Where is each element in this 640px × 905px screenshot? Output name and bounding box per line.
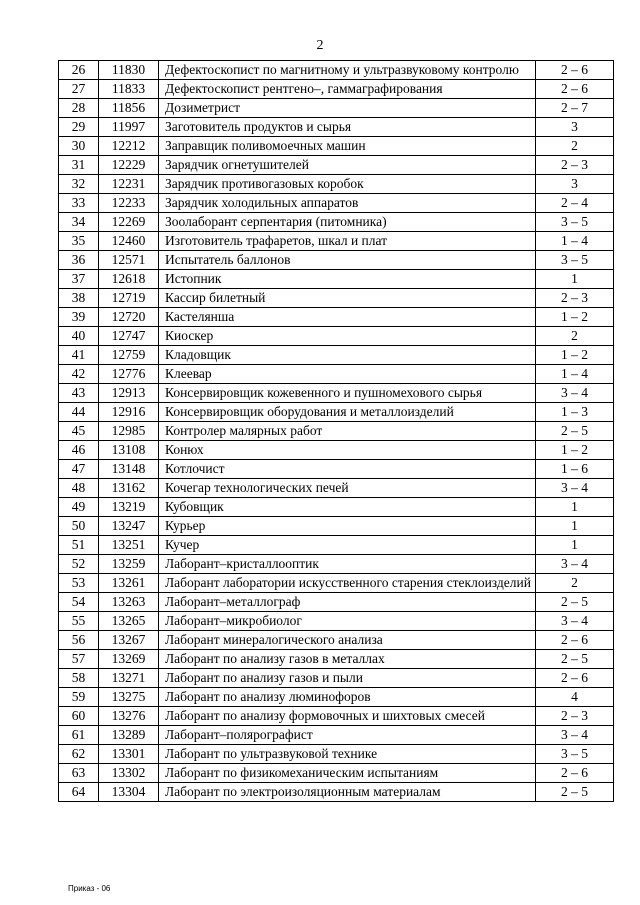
profession-name: Дефектоскопист по магнитному и ультразвуковому контролю xyxy=(159,61,536,80)
table-row xyxy=(59,612,614,631)
row-number: 47 xyxy=(59,460,99,479)
row-number: 36 xyxy=(59,251,99,270)
grade-range: 2 – 6 xyxy=(536,61,614,80)
table-row xyxy=(59,346,614,365)
profession-code: 12269 xyxy=(99,213,159,232)
profession-code: 11856 xyxy=(99,99,159,118)
table-row xyxy=(59,593,614,612)
row-number: 60 xyxy=(59,707,99,726)
table-row xyxy=(59,555,614,574)
grade-range: 2 – 3 xyxy=(536,156,614,175)
profession-name: Клеевар xyxy=(159,365,536,384)
grade-range: 3 – 4 xyxy=(536,726,614,745)
grade-range: 3 – 5 xyxy=(536,213,614,232)
profession-name: Дефектоскопист рентгено–, гаммаграфирования xyxy=(159,80,536,99)
profession-code: 13247 xyxy=(99,517,159,536)
profession-name: Лаборант по физикомеханическим испытаниям xyxy=(159,764,536,783)
profession-name: Зарядчик холодильных аппаратов xyxy=(159,194,536,213)
table-row xyxy=(59,99,614,118)
profession-name: Конюх xyxy=(159,441,536,460)
row-number: 46 xyxy=(59,441,99,460)
row-number: 29 xyxy=(59,118,99,137)
profession-code: 13265 xyxy=(99,612,159,631)
profession-name: Дозиметрист xyxy=(159,99,536,118)
table-row xyxy=(59,650,614,669)
row-number: 37 xyxy=(59,270,99,289)
table-row xyxy=(59,384,614,403)
profession-code: 12229 xyxy=(99,156,159,175)
profession-code: 13261 xyxy=(99,574,159,593)
grade-range: 1 – 2 xyxy=(536,308,614,327)
row-number: 63 xyxy=(59,764,99,783)
table-row xyxy=(59,726,614,745)
profession-name: Заправщик поливомоечных машин xyxy=(159,137,536,156)
grade-range: 3 – 4 xyxy=(536,479,614,498)
row-number: 57 xyxy=(59,650,99,669)
table-row xyxy=(59,80,614,99)
profession-table xyxy=(58,60,614,802)
grade-range: 3 – 5 xyxy=(536,745,614,764)
table-row xyxy=(59,118,614,137)
table-row xyxy=(59,498,614,517)
row-number: 43 xyxy=(59,384,99,403)
row-number: 53 xyxy=(59,574,99,593)
grade-range: 2 – 6 xyxy=(536,80,614,99)
profession-name: Лаборант по анализу газов в металлах xyxy=(159,650,536,669)
profession-name: Изготовитель трафаретов, шкал и плат xyxy=(159,232,536,251)
grade-range: 3 xyxy=(536,175,614,194)
table-body xyxy=(59,61,614,802)
row-number: 30 xyxy=(59,137,99,156)
table-row xyxy=(59,783,614,802)
grade-range: 2 – 6 xyxy=(536,631,614,650)
grade-range: 2 – 5 xyxy=(536,650,614,669)
row-number: 35 xyxy=(59,232,99,251)
profession-name: Лаборант по ультразвуковой технике xyxy=(159,745,536,764)
profession-code: 13219 xyxy=(99,498,159,517)
profession-name: Кастелянша xyxy=(159,308,536,327)
profession-code: 12913 xyxy=(99,384,159,403)
table-row xyxy=(59,707,614,726)
grade-range: 3 xyxy=(536,118,614,137)
row-number: 52 xyxy=(59,555,99,574)
grade-range: 1 – 3 xyxy=(536,403,614,422)
profession-code: 11997 xyxy=(99,118,159,137)
row-number: 48 xyxy=(59,479,99,498)
profession-name: Лаборант по анализу люминофоров xyxy=(159,688,536,707)
profession-name: Лаборант–полярографист xyxy=(159,726,536,745)
page-number: 2 xyxy=(316,38,324,53)
row-number: 38 xyxy=(59,289,99,308)
row-number: 27 xyxy=(59,80,99,99)
row-number: 39 xyxy=(59,308,99,327)
table-row xyxy=(59,745,614,764)
grade-range: 1 xyxy=(536,517,614,536)
table-row xyxy=(59,688,614,707)
profession-code: 12719 xyxy=(99,289,159,308)
profession-code: 13251 xyxy=(99,536,159,555)
row-number: 54 xyxy=(59,593,99,612)
profession-name: Кочегар технологических печей xyxy=(159,479,536,498)
grade-range: 2 – 6 xyxy=(536,764,614,783)
profession-code: 12747 xyxy=(99,327,159,346)
row-number: 28 xyxy=(59,99,99,118)
grade-range: 1 – 4 xyxy=(536,365,614,384)
grade-range: 2 – 3 xyxy=(536,707,614,726)
grade-range: 4 xyxy=(536,688,614,707)
profession-code: 13162 xyxy=(99,479,159,498)
profession-name: Лаборант по электроизоляционным материалам xyxy=(159,783,536,802)
profession-code: 12916 xyxy=(99,403,159,422)
profession-name: Лаборант по анализу газов и пыли xyxy=(159,669,536,688)
profession-name: Лаборант по анализу формовочных и шихтовых смесей xyxy=(159,707,536,726)
row-number: 40 xyxy=(59,327,99,346)
table-row xyxy=(59,232,614,251)
table-row xyxy=(59,251,614,270)
table-row xyxy=(59,669,614,688)
grade-range: 1 – 2 xyxy=(536,441,614,460)
row-number: 41 xyxy=(59,346,99,365)
row-number: 62 xyxy=(59,745,99,764)
table-row xyxy=(59,137,614,156)
grade-range: 3 – 5 xyxy=(536,251,614,270)
table-row xyxy=(59,175,614,194)
profession-name: Контролер малярных работ xyxy=(159,422,536,441)
table-row xyxy=(59,441,614,460)
profession-name: Лаборант–микробиолог xyxy=(159,612,536,631)
profession-code: 13302 xyxy=(99,764,159,783)
profession-code: 12460 xyxy=(99,232,159,251)
profession-code: 13259 xyxy=(99,555,159,574)
profession-code: 13267 xyxy=(99,631,159,650)
grade-range: 1 xyxy=(536,536,614,555)
table-row xyxy=(59,631,614,650)
profession-name: Лаборант минералогического анализа xyxy=(159,631,536,650)
table-row xyxy=(59,403,614,422)
profession-name: Котлочист xyxy=(159,460,536,479)
grade-range: 2 – 5 xyxy=(536,593,614,612)
grade-range: 1 xyxy=(536,498,614,517)
row-number: 64 xyxy=(59,783,99,802)
profession-code: 13275 xyxy=(99,688,159,707)
profession-name: Консервировщик оборудования и металлоизделий xyxy=(159,403,536,422)
row-number: 26 xyxy=(59,61,99,80)
profession-code: 12231 xyxy=(99,175,159,194)
table-row xyxy=(59,308,614,327)
row-number: 44 xyxy=(59,403,99,422)
row-number: 49 xyxy=(59,498,99,517)
row-number: 31 xyxy=(59,156,99,175)
profession-name: Кучер xyxy=(159,536,536,555)
profession-code: 12212 xyxy=(99,137,159,156)
grade-range: 2 – 7 xyxy=(536,99,614,118)
table-row xyxy=(59,517,614,536)
profession-name: Заготовитель продуктов и сырья xyxy=(159,118,536,137)
table-row xyxy=(59,61,614,80)
profession-code: 13108 xyxy=(99,441,159,460)
table-row xyxy=(59,422,614,441)
grade-range: 3 – 4 xyxy=(536,555,614,574)
profession-name: Истопник xyxy=(159,270,536,289)
grade-range: 1 – 4 xyxy=(536,232,614,251)
grade-range: 2 – 4 xyxy=(536,194,614,213)
profession-name: Лаборант–кристаллооптик xyxy=(159,555,536,574)
row-number: 59 xyxy=(59,688,99,707)
table-row xyxy=(59,194,614,213)
profession-code: 13263 xyxy=(99,593,159,612)
row-number: 58 xyxy=(59,669,99,688)
profession-code: 12571 xyxy=(99,251,159,270)
grade-range: 2 – 6 xyxy=(536,669,614,688)
grade-range: 2 xyxy=(536,574,614,593)
profession-name: Лаборант лаборатории искусственного старения стеклоизделий xyxy=(159,574,536,593)
row-number: 56 xyxy=(59,631,99,650)
grade-range: 3 – 4 xyxy=(536,612,614,631)
table-row xyxy=(59,479,614,498)
table-row xyxy=(59,460,614,479)
profession-code: 13304 xyxy=(99,783,159,802)
row-number: 45 xyxy=(59,422,99,441)
row-number: 51 xyxy=(59,536,99,555)
row-number: 55 xyxy=(59,612,99,631)
profession-name: Зарядчик огнетушителей xyxy=(159,156,536,175)
table-row xyxy=(59,365,614,384)
row-number: 61 xyxy=(59,726,99,745)
profession-code: 12720 xyxy=(99,308,159,327)
profession-name: Испытатель баллонов xyxy=(159,251,536,270)
profession-name: Кассир билетный xyxy=(159,289,536,308)
profession-code: 12985 xyxy=(99,422,159,441)
grade-range: 2 – 5 xyxy=(536,422,614,441)
table-row xyxy=(59,764,614,783)
grade-range: 1 – 2 xyxy=(536,346,614,365)
row-number: 42 xyxy=(59,365,99,384)
table-row xyxy=(59,327,614,346)
grade-range: 2 xyxy=(536,137,614,156)
profession-code: 13148 xyxy=(99,460,159,479)
profession-name: Консервировщик кожевенного и пушномехового сырья xyxy=(159,384,536,403)
profession-name: Киоскер xyxy=(159,327,536,346)
profession-name: Кладовщик xyxy=(159,346,536,365)
profession-name: Лаборант–металлограф xyxy=(159,593,536,612)
row-number: 34 xyxy=(59,213,99,232)
table-row xyxy=(59,536,614,555)
row-number: 50 xyxy=(59,517,99,536)
profession-code: 13269 xyxy=(99,650,159,669)
profession-code: 11830 xyxy=(99,61,159,80)
footer-note: Приказ - 06 xyxy=(68,884,111,893)
table-row xyxy=(59,270,614,289)
table-row xyxy=(59,213,614,232)
profession-code: 13276 xyxy=(99,707,159,726)
profession-name: Курьер xyxy=(159,517,536,536)
grade-range: 1 – 6 xyxy=(536,460,614,479)
table-row xyxy=(59,289,614,308)
profession-code: 12618 xyxy=(99,270,159,289)
profession-code: 12776 xyxy=(99,365,159,384)
profession-code: 13301 xyxy=(99,745,159,764)
row-number: 32 xyxy=(59,175,99,194)
grade-range: 1 xyxy=(536,270,614,289)
row-number: 33 xyxy=(59,194,99,213)
grade-range: 2 – 5 xyxy=(536,783,614,802)
profession-name: Зарядчик противогазовых коробок xyxy=(159,175,536,194)
profession-code: 11833 xyxy=(99,80,159,99)
grade-range: 2 – 3 xyxy=(536,289,614,308)
profession-name: Зоолаборант серпентария (питомника) xyxy=(159,213,536,232)
grade-range: 2 xyxy=(536,327,614,346)
profession-code: 13289 xyxy=(99,726,159,745)
table-row xyxy=(59,574,614,593)
grade-range: 3 – 4 xyxy=(536,384,614,403)
profession-code: 12759 xyxy=(99,346,159,365)
table-row xyxy=(59,156,614,175)
profession-name: Кубовщик xyxy=(159,498,536,517)
profession-code: 12233 xyxy=(99,194,159,213)
profession-code: 13271 xyxy=(99,669,159,688)
